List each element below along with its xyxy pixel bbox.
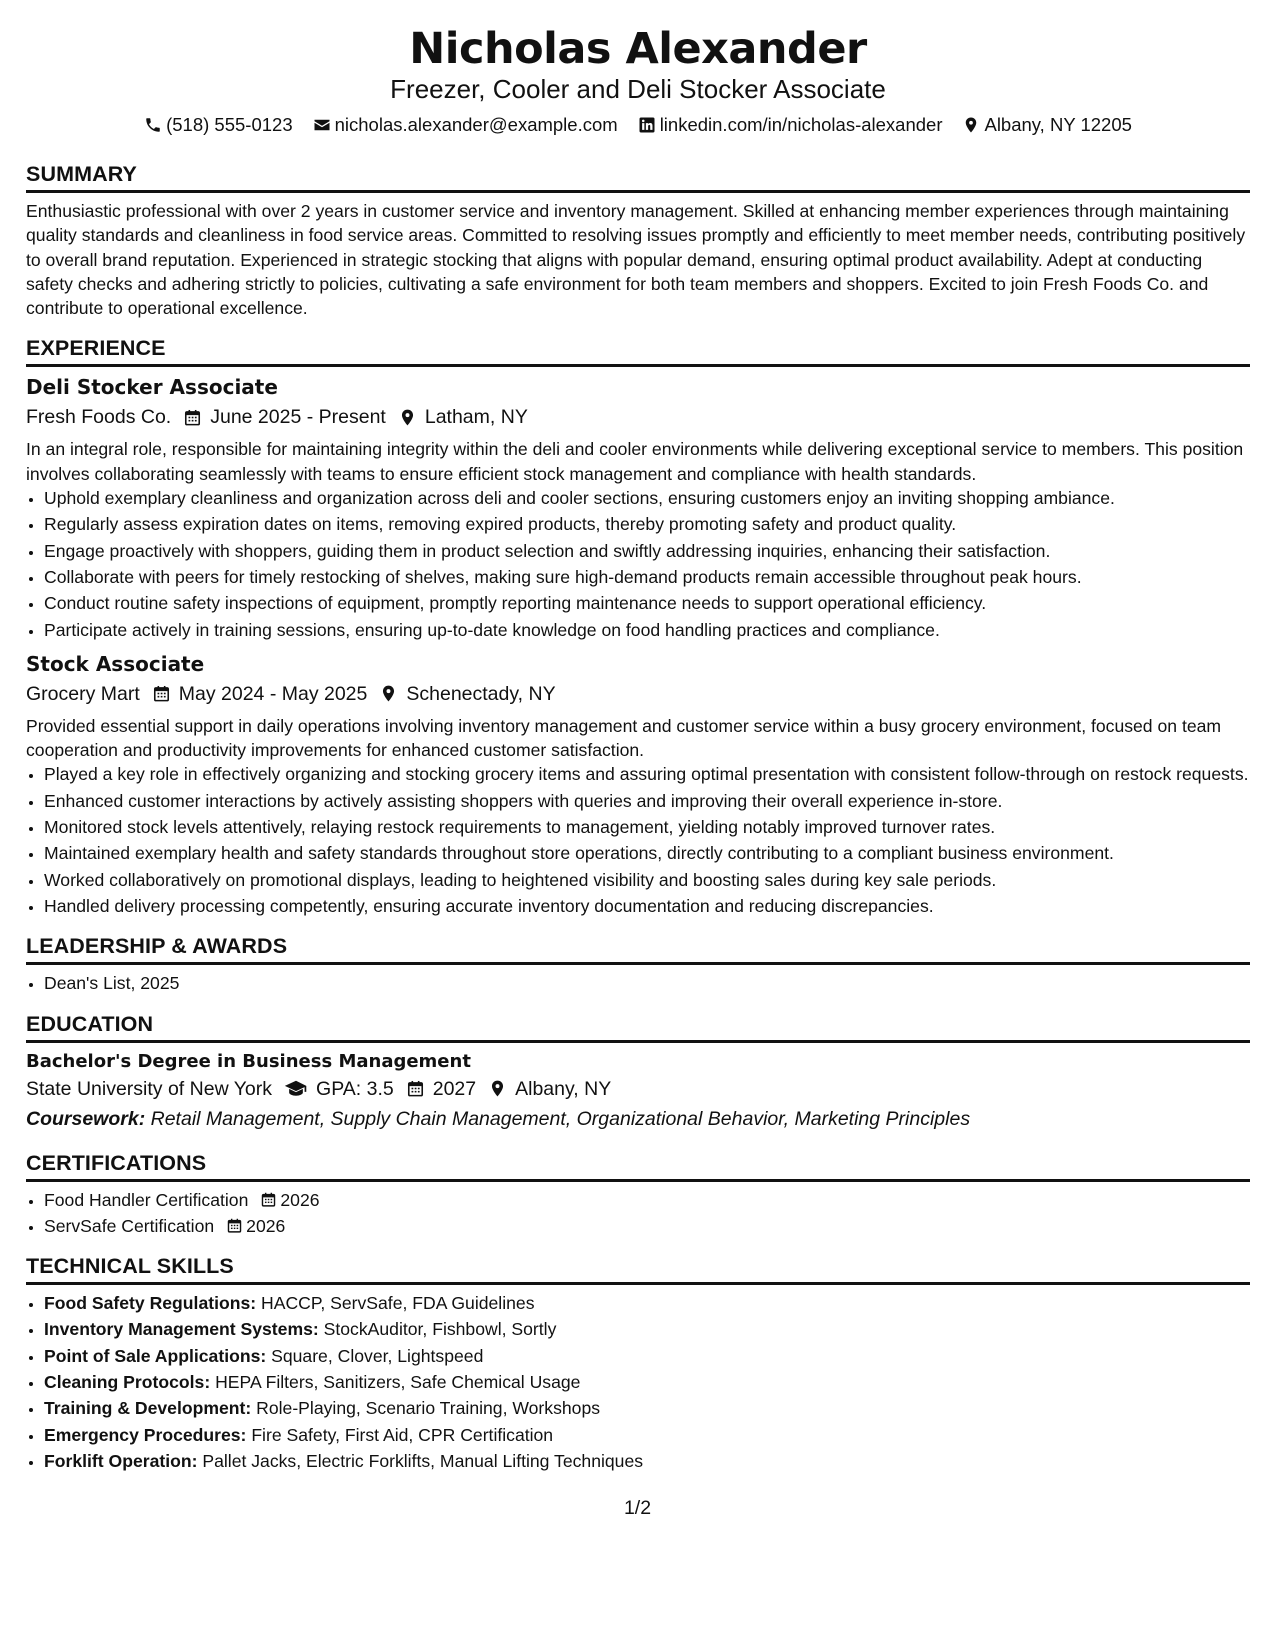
- list-item: • Handled delivery processing competently, ensuring accurate inventory documentation and reducing discrepancies.: [44, 894, 1250, 918]
- experience-heading: EXPERIENCE: [26, 334, 1250, 367]
- dates-text: May 2024 - May 2025: [178, 682, 368, 705]
- job-meta: [26, 403, 1250, 431]
- education-heading: EDUCATION: [26, 1010, 1250, 1043]
- list-item: [44, 1214, 1250, 1238]
- list-item: • Played a key role in effectively organizing and stocking grocery items and assuring optimal presentation with consistent follow-through on restock requests.: [44, 762, 1250, 786]
- contact-linkedin[interactable]: [638, 114, 943, 136]
- skill-value: Fire Safety, First Aid, CPR Certification: [251, 1424, 554, 1445]
- coursework-text: Retail Management, Supply Chain Management, Organizational Behavior, Marketing Principles: [150, 1107, 971, 1130]
- skill-value: HEPA Filters, Sanitizers, Safe Chemical Usage: [215, 1372, 581, 1393]
- calendar-icon: [226, 1217, 243, 1234]
- coursework: [26, 1105, 1250, 1133]
- calendar-icon: [152, 684, 171, 703]
- summary-text: Enthusiastic professional with over 2 years in customer service and inventory management. Skilled at enhancing member experiences through maintaining quality standards and cleanliness in food service areas. Committed to resolving issues promptly and efficiently to meet member needs, contributing positively to overall brand reputation. Experienced in strategic stocking that aligns with popular demand, ensuring optimal product availability. Adept at conducting safety checks and adhering strictly to policies, cultivating a safe environment for both team members and shoppers. Excited to join Fresh Foods Co. and contribute to operational excellence.: [26, 201, 1246, 319]
- summary-heading: SUMMARY: [26, 160, 1250, 193]
- job-entry: [26, 650, 1250, 918]
- resume-page: [26, 22, 1250, 1475]
- gpa-text: GPA: 3.5: [316, 1077, 394, 1100]
- skill-label: Inventory Management Systems:: [44, 1319, 319, 1340]
- education-year: [406, 1075, 476, 1103]
- skill-label: Cleaning Protocols:: [44, 1372, 211, 1393]
- certification-entry: [44, 1188, 1250, 1212]
- coursework-label: Coursework:: [26, 1107, 146, 1130]
- job-location: [379, 680, 555, 708]
- experience-section: [26, 334, 1250, 918]
- gpa: [284, 1075, 394, 1103]
- skills-list: [26, 1291, 1250, 1473]
- phone-text: (518) 555-0123: [166, 114, 293, 135]
- job-description: Provided essential support in daily operations involving inventory management and customer service within a busy grocery environment, focused on team cooperation and productivity improvements for enhanced customer satisfaction.: [26, 715, 1222, 761]
- list-item: • Engage proactively with shoppers, guiding them in product selection and swiftly addressing inquiries, enhancing their satisfaction.: [44, 539, 1250, 563]
- skill-value: StockAuditor, Fishbowl, Sortly: [323, 1319, 557, 1340]
- list-item: [44, 1291, 1250, 1315]
- location-text: Albany, NY: [515, 1077, 612, 1100]
- school-text: State University of New York: [26, 1077, 273, 1100]
- location-text: Schenectady, NY: [406, 682, 556, 705]
- list-item: [44, 1423, 1250, 1447]
- location-text: Albany, NY 12205: [984, 114, 1132, 135]
- list-item: [44, 1396, 1250, 1420]
- list-item: • Collaborate with peers for timely restocking of shelves, making sure high-demand products remain accessible throughout peak hours.: [44, 565, 1250, 589]
- certifications-list: [26, 1188, 1250, 1239]
- location-text: Latham, NY: [424, 406, 528, 429]
- calendar-icon: [183, 408, 202, 427]
- certifications-section: [26, 1149, 1250, 1239]
- skills-section: [26, 1252, 1250, 1473]
- job-entry: [26, 373, 1250, 641]
- school-name: [26, 1075, 272, 1103]
- skill-value: Role-Playing, Scenario Training, Workshops: [256, 1398, 601, 1419]
- job-bullets: [26, 486, 1250, 642]
- job-dates: [152, 680, 368, 708]
- contact-bar: [26, 112, 1250, 138]
- page-number: 1/2: [623, 1497, 652, 1519]
- skills-heading: TECHNICAL SKILLS: [26, 1252, 1250, 1285]
- skill-label: Forklift Operation:: [44, 1450, 198, 1471]
- linkedin-link[interactable]: linkedin.com/in/nicholas-alexander: [659, 114, 943, 135]
- year-text: 2027: [432, 1077, 477, 1100]
- certification-name: • ServSafe Certification: [44, 1215, 215, 1236]
- skill-value: HACCP, ServSafe, FDA Guidelines: [261, 1293, 535, 1314]
- envelope-icon: [313, 116, 331, 134]
- candidate-name: Nicholas Alexander: [409, 24, 867, 74]
- list-item: [44, 1344, 1250, 1368]
- job-company: [26, 680, 140, 708]
- job-title: Deli Stocker Associate: [26, 375, 278, 400]
- job-bullets: [26, 762, 1250, 918]
- list-item: • Maintained exemplary health and safety standards throughout store operations, directly contributing to a compliant business environment.: [44, 841, 1250, 865]
- list-item: • Uphold exemplary cleanliness and organization across deli and cooler sections, ensuring customers enjoy an inviting shopping ambiance.: [44, 486, 1250, 510]
- list-item: [44, 1370, 1250, 1394]
- skill-value: Pallet Jacks, Electric Forklifts, Manual Lifting Techniques: [202, 1450, 644, 1471]
- calendar-icon: [260, 1191, 277, 1208]
- education-section: [26, 1010, 1250, 1133]
- certification-entry: [44, 1214, 1250, 1238]
- map-pin-icon: [398, 408, 417, 427]
- company-text: Grocery Mart: [26, 682, 140, 705]
- graduation-cap-icon: [284, 1079, 308, 1098]
- job-meta: [26, 680, 1250, 708]
- job-company: [26, 403, 171, 431]
- job-description: In an integral role, responsible for maintaining integrity within the deli and cooler environments while delivering exceptional service to members. This position involves collaborating seamlessly with teams to ensure efficient stock management and compliance with health standards.: [26, 439, 1244, 484]
- contact-phone: [144, 114, 293, 136]
- leadership-heading: LEADERSHIP & AWARDS: [26, 932, 1250, 965]
- list-item: [44, 1317, 1250, 1341]
- company-text: Fresh Foods Co.: [26, 406, 172, 429]
- phone-icon: [144, 116, 162, 134]
- list-item: [44, 1449, 1250, 1473]
- dates-text: June 2025 - Present: [210, 406, 386, 429]
- skill-label: Training & Development:: [44, 1398, 252, 1419]
- map-pin-icon: [488, 1079, 507, 1098]
- list-item: • Participate actively in training sessions, ensuring up-to-date knowledge on food handling practices and compliance.: [44, 618, 1250, 642]
- calendar-icon: [406, 1079, 425, 1098]
- skill-value: Square, Clover, Lightspeed: [271, 1345, 484, 1366]
- certification-year: 2026: [246, 1215, 286, 1236]
- list-item: • Regularly assess expiration dates on items, removing expired products, thereby promoting safety and product quality.: [44, 512, 1250, 536]
- email-link[interactable]: nicholas.alexander@example.com: [334, 114, 618, 135]
- list-item: • Dean's List, 2025: [44, 971, 1250, 995]
- linkedin-icon: [638, 116, 656, 134]
- job-location: [398, 403, 528, 431]
- job-dates: [183, 403, 386, 431]
- candidate-title: Freezer, Cooler and Deli Stocker Associate: [390, 74, 886, 104]
- list-item: • Worked collaboratively on promotional displays, leading to heightened visibility and boosting sales during key sale periods.: [44, 868, 1250, 892]
- leadership-section: [26, 932, 1250, 995]
- certifications-heading: CERTIFICATIONS: [26, 1149, 1250, 1182]
- skill-label: Food Safety Regulations:: [44, 1293, 257, 1314]
- summary-section: [26, 160, 1250, 320]
- skill-label: Point of Sale Applications:: [44, 1345, 267, 1366]
- job-title: Stock Associate: [26, 651, 205, 676]
- certification-name: • Food Handler Certification: [44, 1189, 249, 1210]
- certification-year: 2026: [280, 1189, 320, 1210]
- education-meta: [26, 1075, 1250, 1103]
- skill-label: Emergency Procedures:: [44, 1424, 247, 1445]
- list-item: • Conduct routine safety inspections of equipment, promptly reporting maintenance needs to support operational efficiency.: [44, 591, 1250, 615]
- list-item: • Monitored stock levels attentively, relaying restock requirements to management, yielding notably improved turnover rates.: [44, 815, 1250, 839]
- degree-title: Bachelor's Degree in Business Management: [26, 1050, 471, 1072]
- list-item: • Enhanced customer interactions by actively assisting shoppers with queries and improving their overall experience in-store.: [44, 789, 1250, 813]
- contact-email[interactable]: [313, 114, 618, 136]
- leadership-list: [26, 971, 1250, 995]
- contact-location: [962, 114, 1131, 136]
- map-pin-icon: [962, 116, 980, 134]
- list-item: [44, 1188, 1250, 1212]
- map-pin-icon: [379, 684, 398, 703]
- education-location: [488, 1075, 611, 1103]
